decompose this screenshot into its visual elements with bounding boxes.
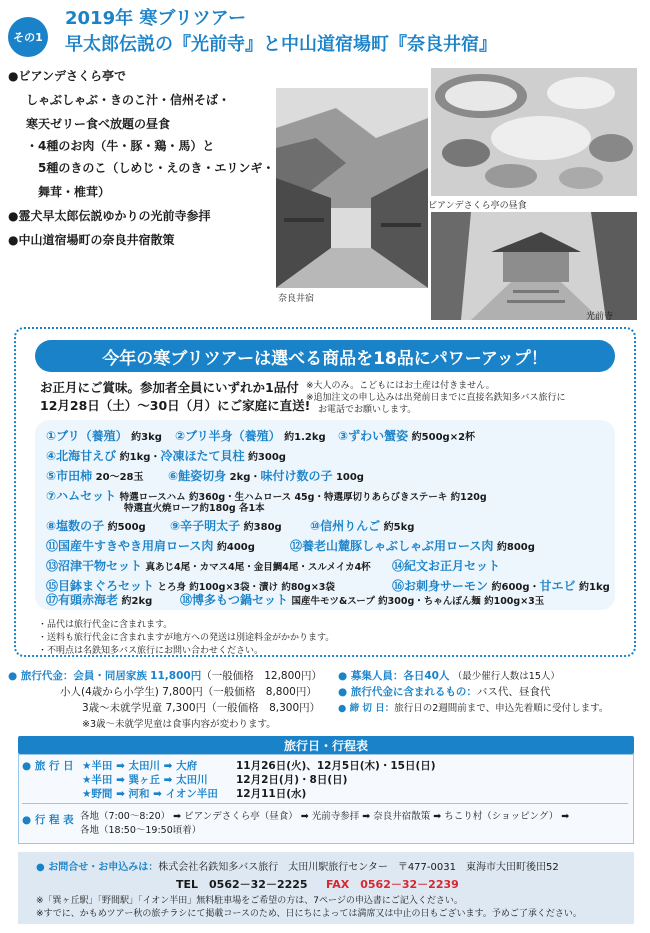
dates-3: 12月11日(水)	[236, 788, 307, 800]
dates-2: 12月2日(月)・8日(日)	[236, 774, 348, 786]
feature-line: ●ビアンデさくら亭で	[8, 69, 126, 83]
product-item: ⑬沼津干物セット 真あじ4尾・カマス4尾・金目鯛4尾・スルメイカ4杯	[46, 559, 371, 573]
gift-note: ※追加注文の申し込みは出発前日までに直接名鉄知多バス旅行に	[306, 393, 566, 403]
gift-promo-banner: 今年の寒ブリツアーは選べる商品を18品にパワーアップ！	[35, 340, 615, 372]
feature-line: 寒天ゼリー食べ放題の昼食	[26, 117, 171, 131]
narai-juku-photo	[276, 88, 428, 288]
schedule-divider	[22, 803, 628, 804]
price-adult: ● 旅行代金：会員・同居家族 11,800円（一般価格 12,800円）	[8, 670, 322, 682]
product-item: 特選直火焼ローフ約180g 各1本	[124, 503, 265, 514]
gift-fine-print: ・送料も旅行代金に含まれますが地方への発送は別途料金がかかります。	[38, 633, 335, 643]
price-child: 小人(4歳から小学生) 7,800円（一般価格 8,800円）	[60, 686, 317, 698]
deadline: ● 締 切 日：旅行日の2週間前まで、申込先着順に受付します。	[338, 703, 609, 714]
product-item: ①ブリ（養殖） 約3kg	[46, 429, 162, 443]
price-note: ※3歳～未就学児童は食事内容が変わります。	[82, 719, 276, 730]
included: ● 旅行代金に含まれるもの：バス代、昼食代	[338, 686, 551, 698]
route-3: ★野間 ➡ 河和 ➡ イオン半田	[82, 788, 218, 800]
route-2: ★半田 ➡ 巽ヶ丘 ➡ 太田川	[82, 774, 208, 786]
product-item: ⑦ハムセット 特選ロースハム 約360g・生ハムロース 45g・特選厚切りあらびきステーキ 約120g	[46, 489, 487, 503]
contact-tel: TEL 0562－32－2225	[176, 878, 308, 891]
dates-1: 11月26日(火)、12月5日(木)・15日(日)	[236, 760, 436, 772]
gift-note: お電話でお願いします。	[318, 405, 417, 415]
narai-juku-caption: 奈良井宿	[278, 294, 315, 304]
feature-line: ●霊犬早太郎伝説ゆかりの光前寺参拝	[8, 209, 211, 223]
product-item: ⑯お刺身サーモン 約600g・甘エビ 約1kg	[392, 579, 610, 593]
schedule-heading: 旅行日・行程表	[18, 736, 634, 754]
product-item: ⑫養老山麓豚しゃぶしゃぶ用ロース肉 約800g	[290, 539, 535, 553]
product-item: ⑰有頭赤海老 約2kg	[46, 593, 153, 607]
footer-note: ※すでに、かもめツアー秋の旅チラシにて掲載コースのため、日にちによっては満席又は中止の日もございます。予めご了承ください。	[36, 909, 582, 919]
gift-lead-2: 12月28日（土）～30日（月）にご家庭に直送!	[40, 398, 311, 413]
contact-fax: FAX 0562－32－2239	[326, 878, 459, 891]
product-item: ⑥鮭姿切身 2kg・味付け数の子 100g	[168, 469, 364, 483]
itinerary-label: ● 行 程 表	[22, 814, 74, 826]
product-item: ⑱博多もつ鍋セット 国産牛モツ&スープ 約300g・ちゃんぽん麺 約100g×3玉	[180, 593, 545, 607]
itinerary-line: 各地（7:00～8:20） ➡ ビアンデさくら亭（昼食） ➡ 光前寺参拝 ➡ 奈良井宿散策 ➡ ちこり村（ショッピング） ➡	[80, 811, 570, 822]
route-1: ★半田 ➡ 太田川 ➡ 大府	[82, 760, 198, 772]
product-item: ⑪国産牛すきやき用肩ロース肉 約400g	[46, 539, 255, 553]
itinerary-line: 各地（18:50～19:50頃着）	[80, 825, 202, 836]
gift-note: ※大人のみ。こどもにはお土産は付きません。	[306, 381, 495, 391]
tour-title-line2: 早太郎伝説の『光前寺』と中山道宿場町『奈良井宿』	[65, 34, 497, 55]
gift-fine-print: ・品代は旅行代金に含まれます。	[38, 620, 173, 630]
product-item: ③ずわい蟹姿 約500g×2杯	[338, 429, 476, 443]
gift-lead-1: お正月にご賞味。参加者全員にいずれか1品付	[40, 380, 299, 395]
feature-line: ・4種のお肉（牛・豚・鶏・馬）と	[26, 139, 215, 153]
price-infant: 3歳～未就学児童 7,300円（一般価格 8,300円）	[82, 702, 321, 714]
product-item: ⑩信州りんご 約5kg	[310, 519, 415, 533]
product-item: ④北海甘えび 約1kg・冷凍ほたて貝柱 約300g	[46, 449, 286, 463]
lunch-caption: ビアンデさくら亭の昼食	[428, 201, 527, 211]
feature-line: ●中山道宿場町の奈良井宿散策	[8, 233, 175, 247]
product-item: ②ブリ半身（養殖） 約1.2kg	[175, 429, 326, 443]
product-item: ⑤市田柿 20～28玉	[46, 469, 144, 483]
product-item: ⑧塩数の子 約500g	[46, 519, 146, 533]
product-item: ⑭紀文お正月セット	[392, 559, 501, 573]
feature-line: 舞茸・椎茸）	[38, 185, 111, 199]
tour-title-line1: 2019年 寒ブリツアー	[65, 8, 247, 29]
schedule-date-label: ● 旅 行 日	[22, 760, 74, 772]
lunch-photo	[431, 68, 637, 196]
kozenji-caption: 光前寺	[586, 312, 614, 322]
footer-note: ※「巽ヶ丘駅」「野間駅」「イオン半田」無料駐車場をご希望の方は、7ページの申込書にご記入ください。	[36, 896, 463, 906]
kozenji-photo	[431, 212, 637, 320]
tour-number-badge: その1	[8, 17, 48, 57]
contact-line: ● お問合せ・お申込みは：株式会社名鉄知多バス旅行 太田川駅旅行センター 〒477-0031 東海市大田町後田52	[36, 862, 559, 873]
feature-line: 5種のきのこ（しめじ・えのき・エリンギ・	[38, 161, 275, 175]
product-item: ⑮目鉢まぐろセット とろ身 約100g×3袋・漬け 約80g×3袋	[46, 579, 335, 593]
feature-line: しゃぶしゃぶ・きのこ汁・信州そば・	[26, 93, 231, 107]
gift-fine-print: ・不明点は名鉄知多バス旅行にお問い合わせください。	[38, 646, 264, 656]
product-item: ⑨辛子明太子 約380g	[170, 519, 282, 533]
capacity: ● 募集人員：各日40人 （最少催行人数は15人）	[338, 670, 560, 682]
